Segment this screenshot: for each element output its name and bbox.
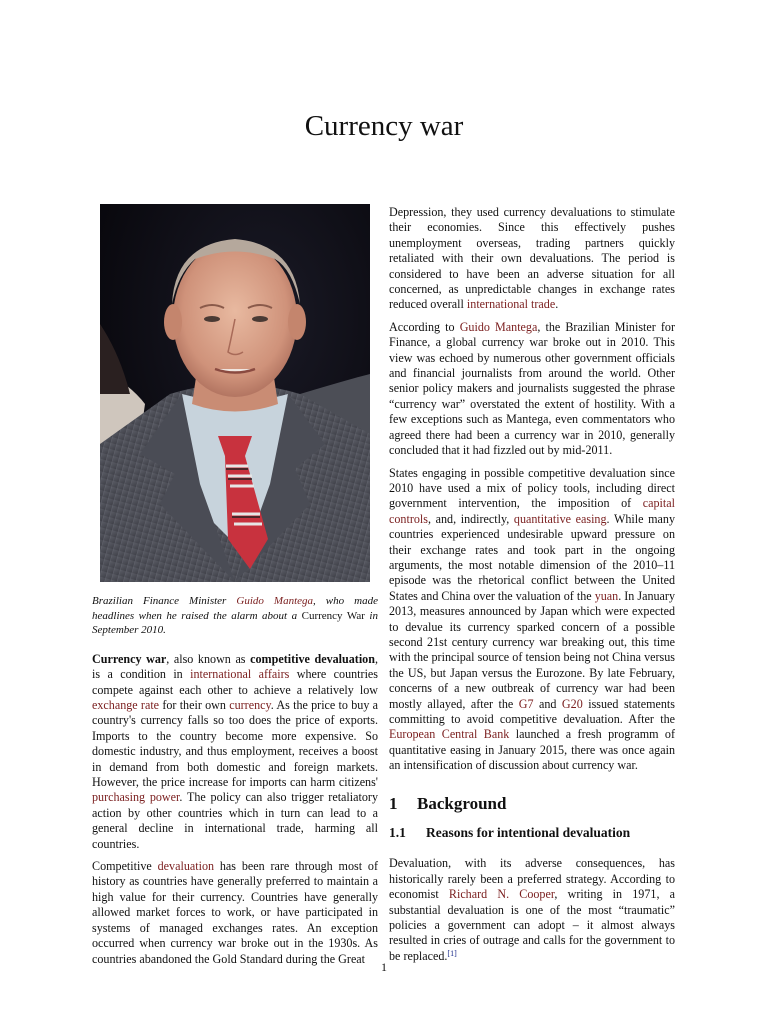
term-currency-war: Currency war: [92, 651, 167, 666]
page-title: Currency war: [304, 110, 464, 142]
link-guido-mantega[interactable]: Guido Mantega: [459, 319, 538, 334]
link-purchasing-power[interactable]: purchasing power: [92, 790, 180, 805]
link-g7[interactable]: G7: [518, 696, 534, 711]
link-capital-controls[interactable]: capital controls: [389, 496, 675, 526]
link-international-affairs[interactable]: international affairs: [190, 667, 290, 682]
link-guido-mantega-caption[interactable]: Guido Mantega: [236, 595, 314, 607]
page-number: 1: [381, 960, 387, 974]
link-devaluation[interactable]: devaluation: [157, 859, 215, 874]
mantega-paragraph: According to Guido Mantega, the Brazilian Minister for Finance, a global currency war broke out in 2010. This view was echoed by numerous other government officials and financial journalists from around the world. Other senior policy makers and journalists suggested the phrase “currency war” overstated the extent of hostility. With a few exceptions such as Mantega, even commentators who agreed there had been a currency war in 2010, generally concluded that it had fizzled out by mid-2011.: [389, 319, 675, 458]
link-european-central-bank[interactable]: European Central Bank: [389, 727, 510, 742]
term-competitive-devaluation: competitive devaluation: [250, 651, 375, 666]
section-heading-background: 1 Background: [389, 793, 507, 813]
intro-paragraph: Currency war, also known as competitive devaluation, is a condition in international affairs where countries compete against each other to achieve a relatively low exchange rate for their own currency. As the price to buy a country's currency falls so too does the price of exports. Imports to the country become more expensive. So domestic industry, and thus employment, receives a boost in demand from both domestic and foreign markets. However, the price increase for imports can harm citizens' purchasing power. The policy can also trigger retaliatory action by other countries which in turn can lead to a general decline in international trade, harming all countries.: [92, 651, 379, 851]
policy-tools-paragraph: States engaging in possible competitive devaluation since 2010 have used a mix of policy tools, including direct government intervention, the imposition of capital controls, and, indirectly, quantitative easing. While many countries experienced undesirable upward pressure on their exchange rates and took part in the ongoing arguments, the most notable dimension of the 2010–11 episode was the rhetorical conflict between the United States and China over the valuation of the yuan. In January 2013, measures announced by Japan which were expected to devalue its currency sparked concern of a possible second 21st century currency war breaking out, this time with the principal source of tension being not China versus the US, but Japan versus the Eurozone. By late February, concerns of a new outbreak of currency war had been mostly allayed, after the G7 and G20 issued statements committing to avoid competitive devaluation. After the European Central Bank launched a fresh programm of quantitative easing in January 2015, there was once again an intensification of discussion about currency war.: [389, 465, 676, 773]
devaluation-paragraph: Devaluation, with its adverse consequences, has historically rarely been a preferred strategy. According to economist Richard N. Cooper, writing in 1971, a substantial devaluation is one of the most “traumatic” policies a government can adopt – it almost always resulted in cries of outrage and calls for the government to be replaced.[1]: [389, 856, 675, 963]
link-international-trade[interactable]: international trade: [466, 297, 556, 312]
link-exchange-rate[interactable]: exchange rate: [92, 698, 160, 712]
portrait-image: [100, 204, 370, 582]
figure-caption: Brazilian Finance Minister Guido Mantega, who made headlines when he raised the alarm about a Currency War in September 2010.: [92, 595, 378, 637]
link-currency[interactable]: currency: [229, 698, 271, 712]
history-paragraph: Competitive devaluation has been rare through most of history as countries have generally preferred to maintain a high value for their currency. Countries have generally allowed market forces to work, or have participated in systems of managed exchanges rates. An exception occurred when currency war broke out in the 1930s. As countries abandoned the Gold Standard during the Great: [92, 859, 378, 966]
left-column: [92, 594, 378, 974]
link-g20[interactable]: G20: [561, 696, 583, 711]
link-richard-cooper[interactable]: Richard N. Cooper: [448, 887, 555, 902]
portrait-photo: [100, 204, 370, 582]
link-yuan[interactable]: yuan: [594, 588, 619, 603]
link-quantitative-easing[interactable]: quantitative easing: [513, 511, 607, 526]
subsection-heading-reasons: 1.1 Reasons for intentional devaluation: [389, 825, 631, 841]
depression-paragraph: Depression, they used currency devaluations to stimulate their economies. Since this effectively pushes unemployment overseas, trading partners quickly retaliated with their own devaluations. The period is considered to have been an adverse situation for all concerned, as unpredictable changes in exchange rates reduced overall international trade.: [389, 205, 675, 312]
citation-link-1[interactable]: [1]: [447, 948, 457, 958]
right-column: [389, 205, 675, 971]
